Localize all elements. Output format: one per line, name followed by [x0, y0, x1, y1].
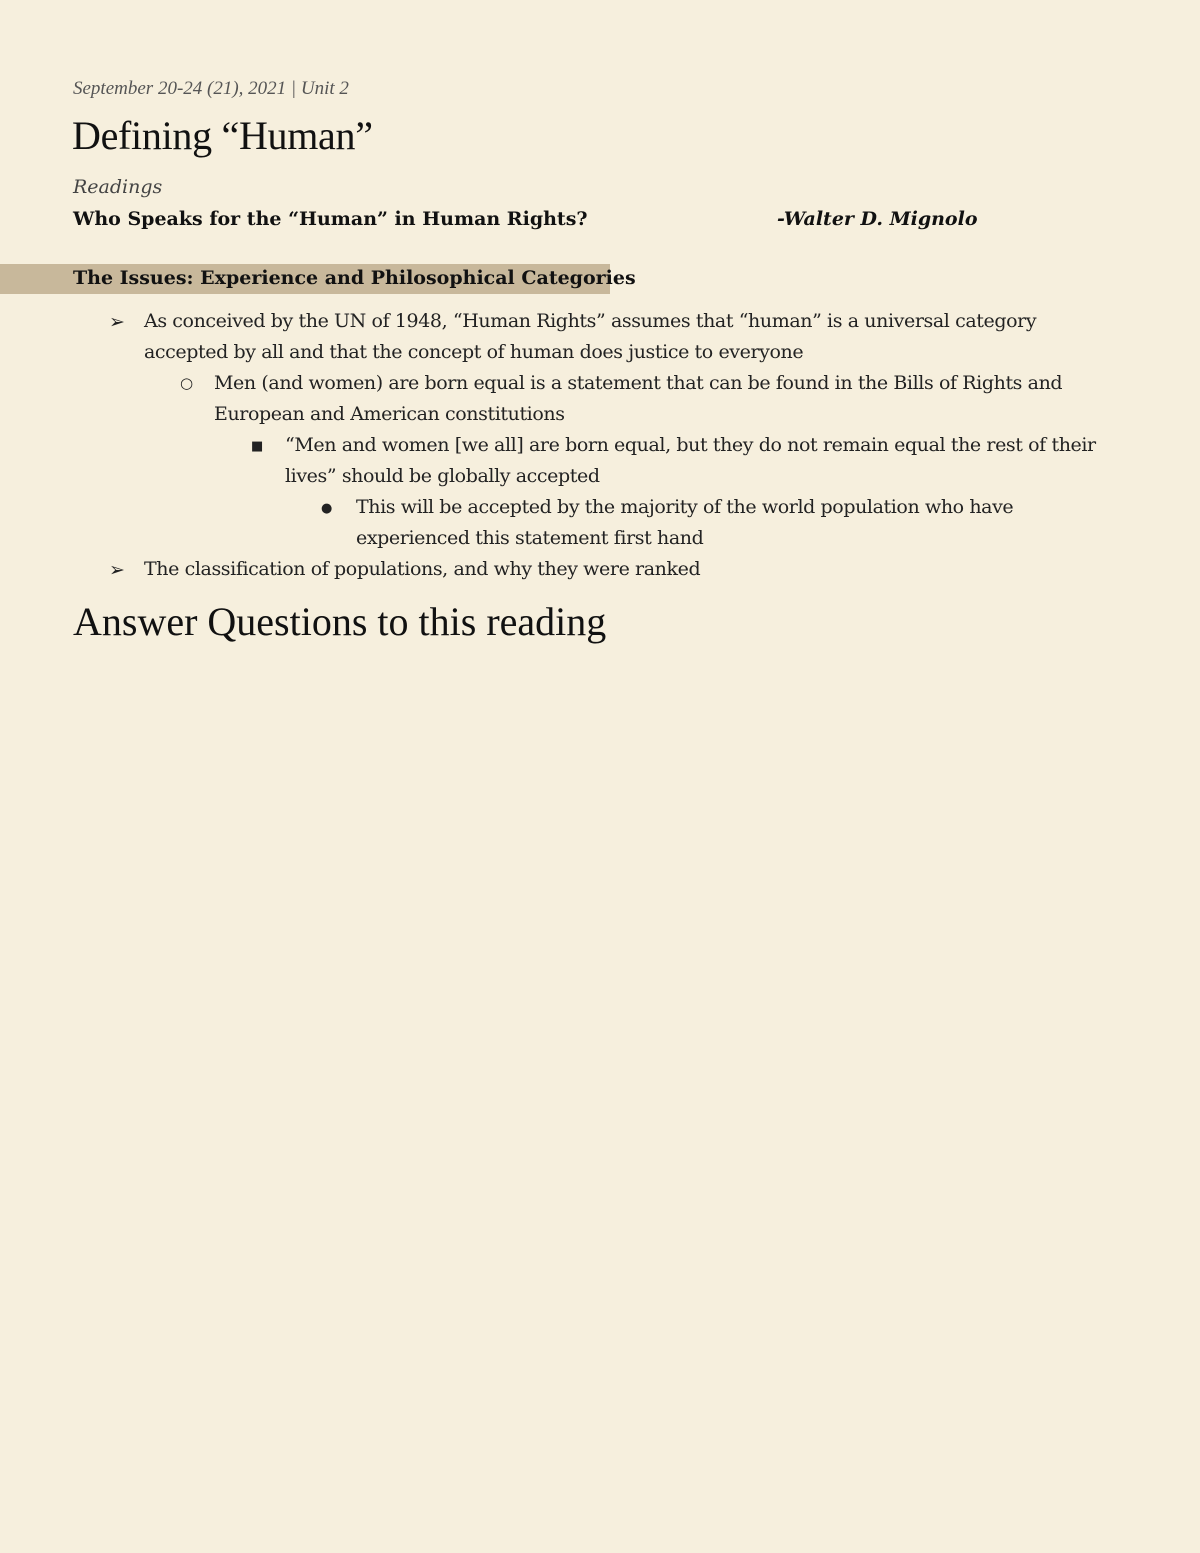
list-item-classification-populations: The classification of populations, and why they were ranked	[144, 558, 701, 580]
section-heading: The Issues: Experience and Philosophical Categories	[73, 267, 636, 289]
date-unit-line: September 20-24 (21), 2021 | Unit 2	[73, 78, 349, 99]
page-title: Defining “Human”	[72, 113, 373, 158]
arrow-bullet-icon: ➢	[109, 311, 125, 333]
arrow-bullet-icon: ➢	[109, 559, 125, 581]
hollow-circle-bullet-icon: ○	[180, 374, 194, 392]
answer-questions-heading: Answer Questions to this reading	[73, 599, 607, 644]
list-item-un-human-rights: As conceived by the UN of 1948, “Human Rights” assumes that “human” is a universal category accepted by all and that the concept of human does justice to everyone	[144, 310, 1037, 363]
readings-label: Readings	[73, 176, 163, 198]
list-item-born-equal-statement: Men (and women) are born equal is a statement that can be found in the Bills of Rights and European and American constitutions	[214, 372, 1063, 425]
list-item-remain-equal-quote: “Men and women [we all] are born equal, but they do not remain equal the rest of their lives” should be globally accepted	[285, 434, 1096, 487]
filled-circle-bullet-icon: ●	[321, 501, 333, 516]
list-item-majority-accepted: This will be accepted by the majority of the world population who have experienced this statement first hand	[356, 496, 1014, 549]
reading-author: -Walter D. Mignolo	[777, 208, 978, 230]
square-bullet-icon: ■	[251, 439, 264, 454]
reading-title: Who Speaks for the “Human” in Human Rights?	[73, 208, 588, 230]
